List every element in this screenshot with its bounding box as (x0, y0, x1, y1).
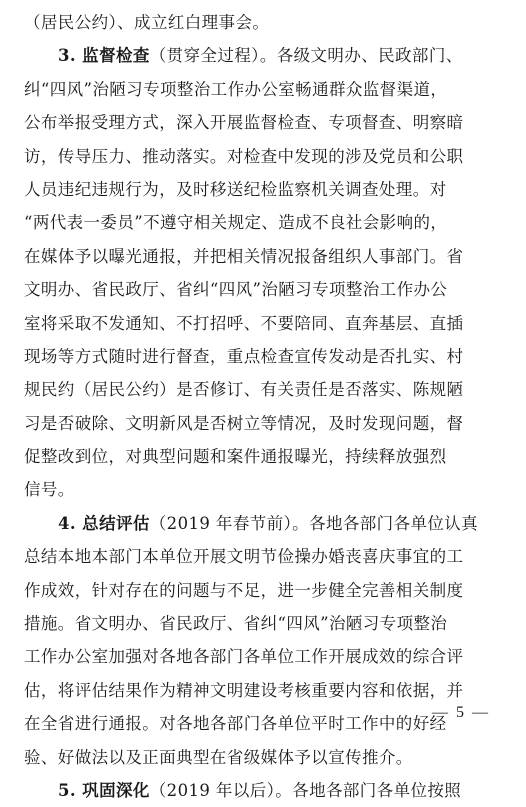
text-run: 室将采取不发通知、不打招呼、不要陪同、直奔基层、直插 (24, 313, 464, 333)
text-run: “两代表一委员”不遵守相关规定、造成不良社会影响的， (24, 213, 448, 233)
text-line (24, 640, 506, 673)
text-run: 作成效，针对存在的问题与不足，进一步健全完善相关制度 (24, 580, 464, 600)
text-run: 访，传导压力、推动落实。对检查中发现的涉及党员和公职 (24, 146, 464, 166)
text-run: 现场等方式随时进行督查，重点检查宣传发动是否扎实、村 (24, 346, 464, 366)
text-run: 人员违纪违规行为，及时移送纪检监察机关调查处理。对 (24, 179, 447, 199)
text-line (24, 106, 506, 139)
text-line (24, 6, 506, 39)
text-line (24, 440, 506, 473)
text-line (24, 307, 506, 340)
text-line (24, 340, 506, 373)
text-line (24, 273, 506, 306)
text-line (24, 140, 506, 173)
section-heading: 4. 总结评估 (58, 513, 150, 533)
text-run: 措施。省文明办、省民政厅、省纠“四风”治陋习专项整治 (24, 614, 448, 634)
text-line (24, 39, 506, 72)
text-run: （2019 年春节前）。各地各部门各单位认真 (149, 513, 479, 533)
text-run: 公布举报受理方式，深入开展监督检查、专项督查、明察暗 (24, 113, 464, 133)
document-body (24, 6, 506, 807)
text-line (24, 407, 506, 440)
text-line (24, 173, 506, 206)
text-run: 估，将评估结果作为精神文明建设考核重要内容和依据，并 (24, 680, 464, 700)
section-heading: 3. 监督检查 (58, 46, 150, 66)
text-run: （2019 年以后）。各地各部门各单位按照 (149, 780, 462, 800)
text-run: 文明办、省民政厅、省纠“四风”治陋习专项整治工作办公 (24, 280, 448, 300)
text-run: （贯穿全过程）。各级文明办、民政部门、 (149, 46, 463, 66)
text-run: 工作办公室加强对各地各部门各单位工作开展成效的综合评 (24, 647, 464, 667)
text-line (24, 507, 506, 540)
text-run: 在全省进行通报。对各地各部门各单位平时工作中的好经 (24, 714, 447, 734)
section-heading: 5. 巩固深化 (58, 780, 150, 800)
text-run: 在媒体予以曝光通报，并把相关情况报备组织人事部门。省 (24, 246, 464, 266)
text-line (24, 373, 506, 406)
text-run: 习是否破除、文明新风是否树立等情况，及时发现问题，督 (24, 413, 464, 433)
text-line (24, 741, 506, 774)
text-run: 总结本地本部门本单位开展文明节俭操办婚丧喜庆事宜的工 (24, 547, 464, 567)
text-line (24, 473, 506, 506)
text-line (24, 206, 506, 239)
text-line (24, 607, 506, 640)
text-run: 规民约（居民公约）是否修订、有关责任是否落实、陈规陋 (24, 380, 464, 400)
text-line (24, 674, 506, 707)
text-run: 验、好做法以及正面典型在省级媒体予以宣传推介。 (24, 747, 413, 767)
text-line (24, 540, 506, 573)
text-line (24, 574, 506, 607)
text-line (24, 240, 506, 273)
text-line (24, 73, 506, 106)
text-line (24, 774, 506, 807)
text-run: 纠“四风”治陋习专项整治工作办公室畅通群众监督渠道， (24, 79, 448, 99)
text-run: 信号。 (24, 480, 75, 500)
text-run: （居民公约）、成立红白理事会。 (24, 13, 270, 32)
text-run: 促整改到位，对典型问题和案件通报曝光，持续释放强烈 (24, 447, 447, 467)
page-number: — 5 — (432, 704, 490, 721)
